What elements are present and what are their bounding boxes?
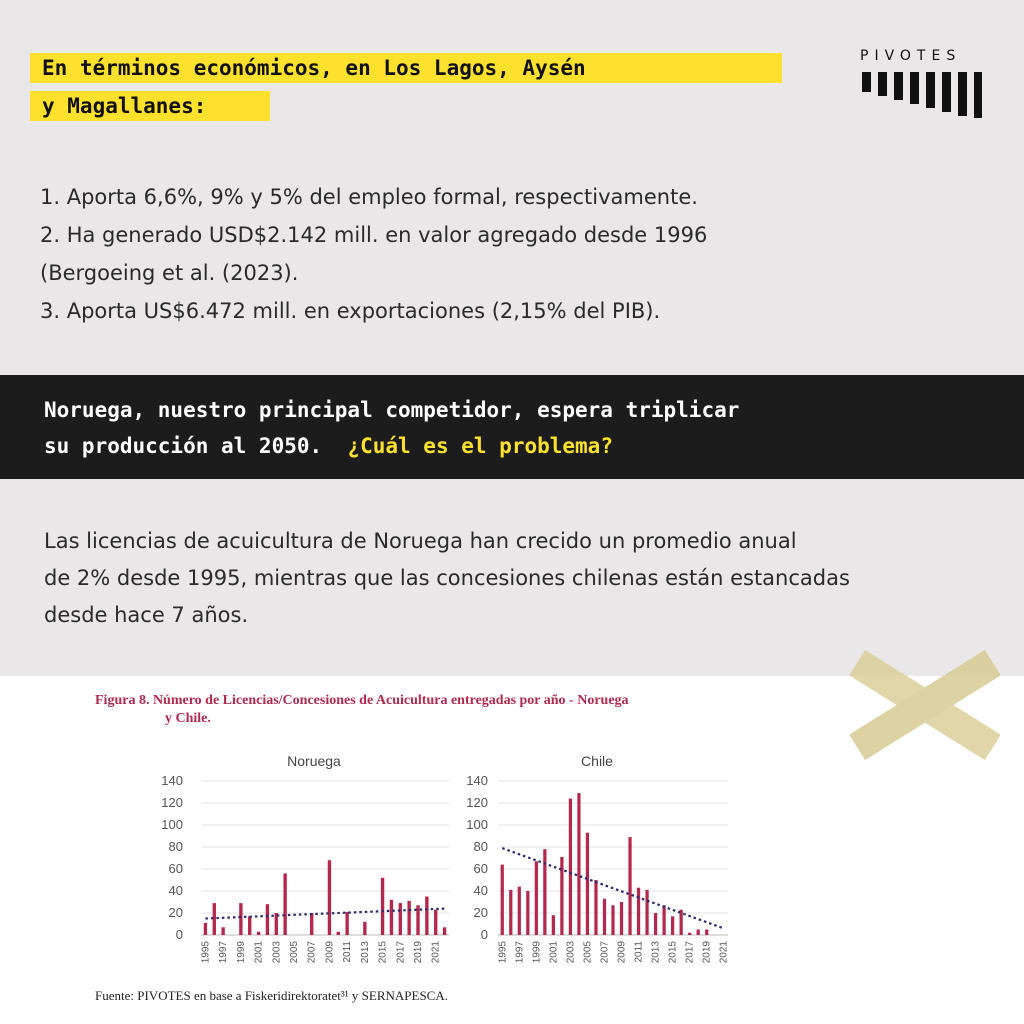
bar (569, 799, 572, 935)
x-tick-label: 1995 (200, 941, 212, 964)
fact-item: 2. Ha generado USD$2.142 mill. en valor agregado desde 1996 (40, 223, 708, 247)
fact-item: 1. Aporta 6,6%, 9% y 5% del empleo formal, respectivamente. (40, 185, 698, 209)
x-tick-label: 2013 (650, 941, 662, 964)
bar (543, 849, 546, 935)
bar (501, 865, 504, 935)
bar (204, 923, 207, 935)
paragraph-line: Las licencias de acuicultura de Noruega han crecido un promedio anual (44, 529, 797, 553)
x-tick-label: 2021 (718, 941, 730, 964)
y-tick-label: 140 (161, 773, 183, 788)
bar (425, 897, 428, 936)
y-tick-label: 120 (161, 795, 183, 810)
bar (221, 927, 224, 935)
x-tick-label: 2011 (633, 941, 645, 963)
bar (645, 890, 648, 935)
y-tick-label: 80 (168, 839, 183, 854)
bar (697, 930, 700, 936)
bar (552, 915, 555, 935)
x-tick-label: 2003 (271, 941, 283, 964)
bar (248, 916, 251, 935)
y-tick-label: 20 (473, 905, 488, 920)
bar (594, 880, 597, 935)
x-tick-label: 1999 (235, 941, 247, 964)
x-tick-label: 1997 (514, 941, 526, 964)
chart-title: Chile (581, 753, 613, 769)
band-line-1: Noruega, nuestro principal competidor, espera triplicar (44, 398, 740, 422)
y-tick-label: 40 (168, 883, 183, 898)
bar (283, 873, 286, 935)
bar (654, 913, 657, 935)
bar (705, 930, 708, 936)
y-tick-label: 140 (466, 773, 488, 788)
bar (662, 905, 665, 935)
bar (688, 933, 691, 935)
x-tick-label: 2015 (667, 941, 679, 964)
bar (416, 905, 419, 935)
paragraph-line: de 2% desde 1995, mientras que las concesiones chilenas están estancadas (44, 566, 850, 590)
y-tick-label: 20 (168, 905, 183, 920)
x-tick-label: 2009 (616, 941, 628, 964)
x-tick-label: 2017 (395, 941, 407, 964)
bar (266, 904, 269, 935)
x-tick-label: 2001 (548, 941, 560, 964)
bar (434, 910, 437, 935)
logo-wordmark: PIVOTES (860, 48, 962, 64)
bar (390, 900, 393, 935)
x-tick-label: 2019 (701, 941, 713, 964)
bar (535, 861, 538, 935)
bar (671, 916, 674, 935)
x-tick-label: 1999 (531, 941, 543, 964)
x-tick-label: 2009 (324, 941, 336, 964)
paragraph-line: desde hace 7 años. (44, 603, 249, 627)
bar (577, 793, 580, 935)
y-tick-label: 0 (175, 927, 183, 942)
bar (526, 891, 529, 935)
x-tick-label: 2005 (289, 941, 300, 964)
x-tick-label: 2017 (684, 941, 696, 964)
y-tick-label: 120 (466, 795, 488, 810)
y-tick-label: 0 (480, 927, 488, 942)
band-line-2: su producción al 2050. (44, 434, 323, 458)
headline-line-2: y Magallanes: (30, 91, 270, 121)
figure-source: Fuente: PIVOTES en base a Fiskeridirektoratet³¹ y SERNAPESCA. (95, 988, 448, 1003)
y-tick-label: 60 (168, 861, 183, 876)
bar (381, 878, 384, 935)
x-tick-label: 2005 (582, 941, 594, 964)
bar (443, 927, 446, 935)
chart-title: Noruega (287, 753, 341, 769)
bar (363, 922, 366, 935)
x-tick-label: 2015 (377, 941, 389, 964)
bar (603, 899, 606, 935)
fact-item: (Bergoeing et al. (2023). (40, 261, 299, 285)
x-tick-label: 1997 (218, 941, 230, 964)
y-tick-label: 80 (473, 839, 488, 854)
bar (509, 890, 512, 935)
x-tick-label: 2007 (599, 941, 611, 964)
bar (611, 905, 614, 935)
bar (337, 932, 340, 935)
bar (586, 833, 589, 935)
bar (310, 913, 313, 935)
bar (518, 887, 521, 935)
x-tick-label: 2021 (430, 941, 442, 964)
band-question: ¿Cuál es el problema? (347, 434, 613, 458)
x-tick-label: 2011 (342, 941, 354, 963)
bar (328, 860, 331, 935)
bar (620, 902, 623, 935)
x-tick-label: 1995 (497, 941, 509, 964)
y-tick-label: 40 (473, 883, 488, 898)
bar (239, 903, 242, 935)
bar (345, 912, 348, 935)
figure-title: Figura 8. Número de Licencias/Concesiones de Acuicultura entregadas por año - Noruega y Chile. (95, 693, 629, 726)
bar (407, 901, 410, 935)
headline-line-1: En términos económicos, en Los Lagos, Aysén (30, 53, 782, 83)
y-tick-label: 60 (473, 861, 488, 876)
y-tick-label: 100 (466, 817, 488, 832)
x-tick-label: 2001 (253, 941, 265, 964)
bar (399, 903, 402, 935)
bar (637, 888, 640, 935)
x-tick-label: 2007 (306, 941, 318, 964)
fact-item: 3. Aporta US$6.472 mill. en exportaciones (2,15% del PIB). (40, 299, 661, 323)
bar (628, 837, 631, 935)
bar (257, 932, 260, 935)
x-tick-label: 2003 (565, 941, 577, 964)
x-tick-label: 2019 (413, 941, 424, 964)
y-tick-label: 100 (161, 817, 183, 832)
x-tick-label: 2013 (359, 941, 371, 964)
